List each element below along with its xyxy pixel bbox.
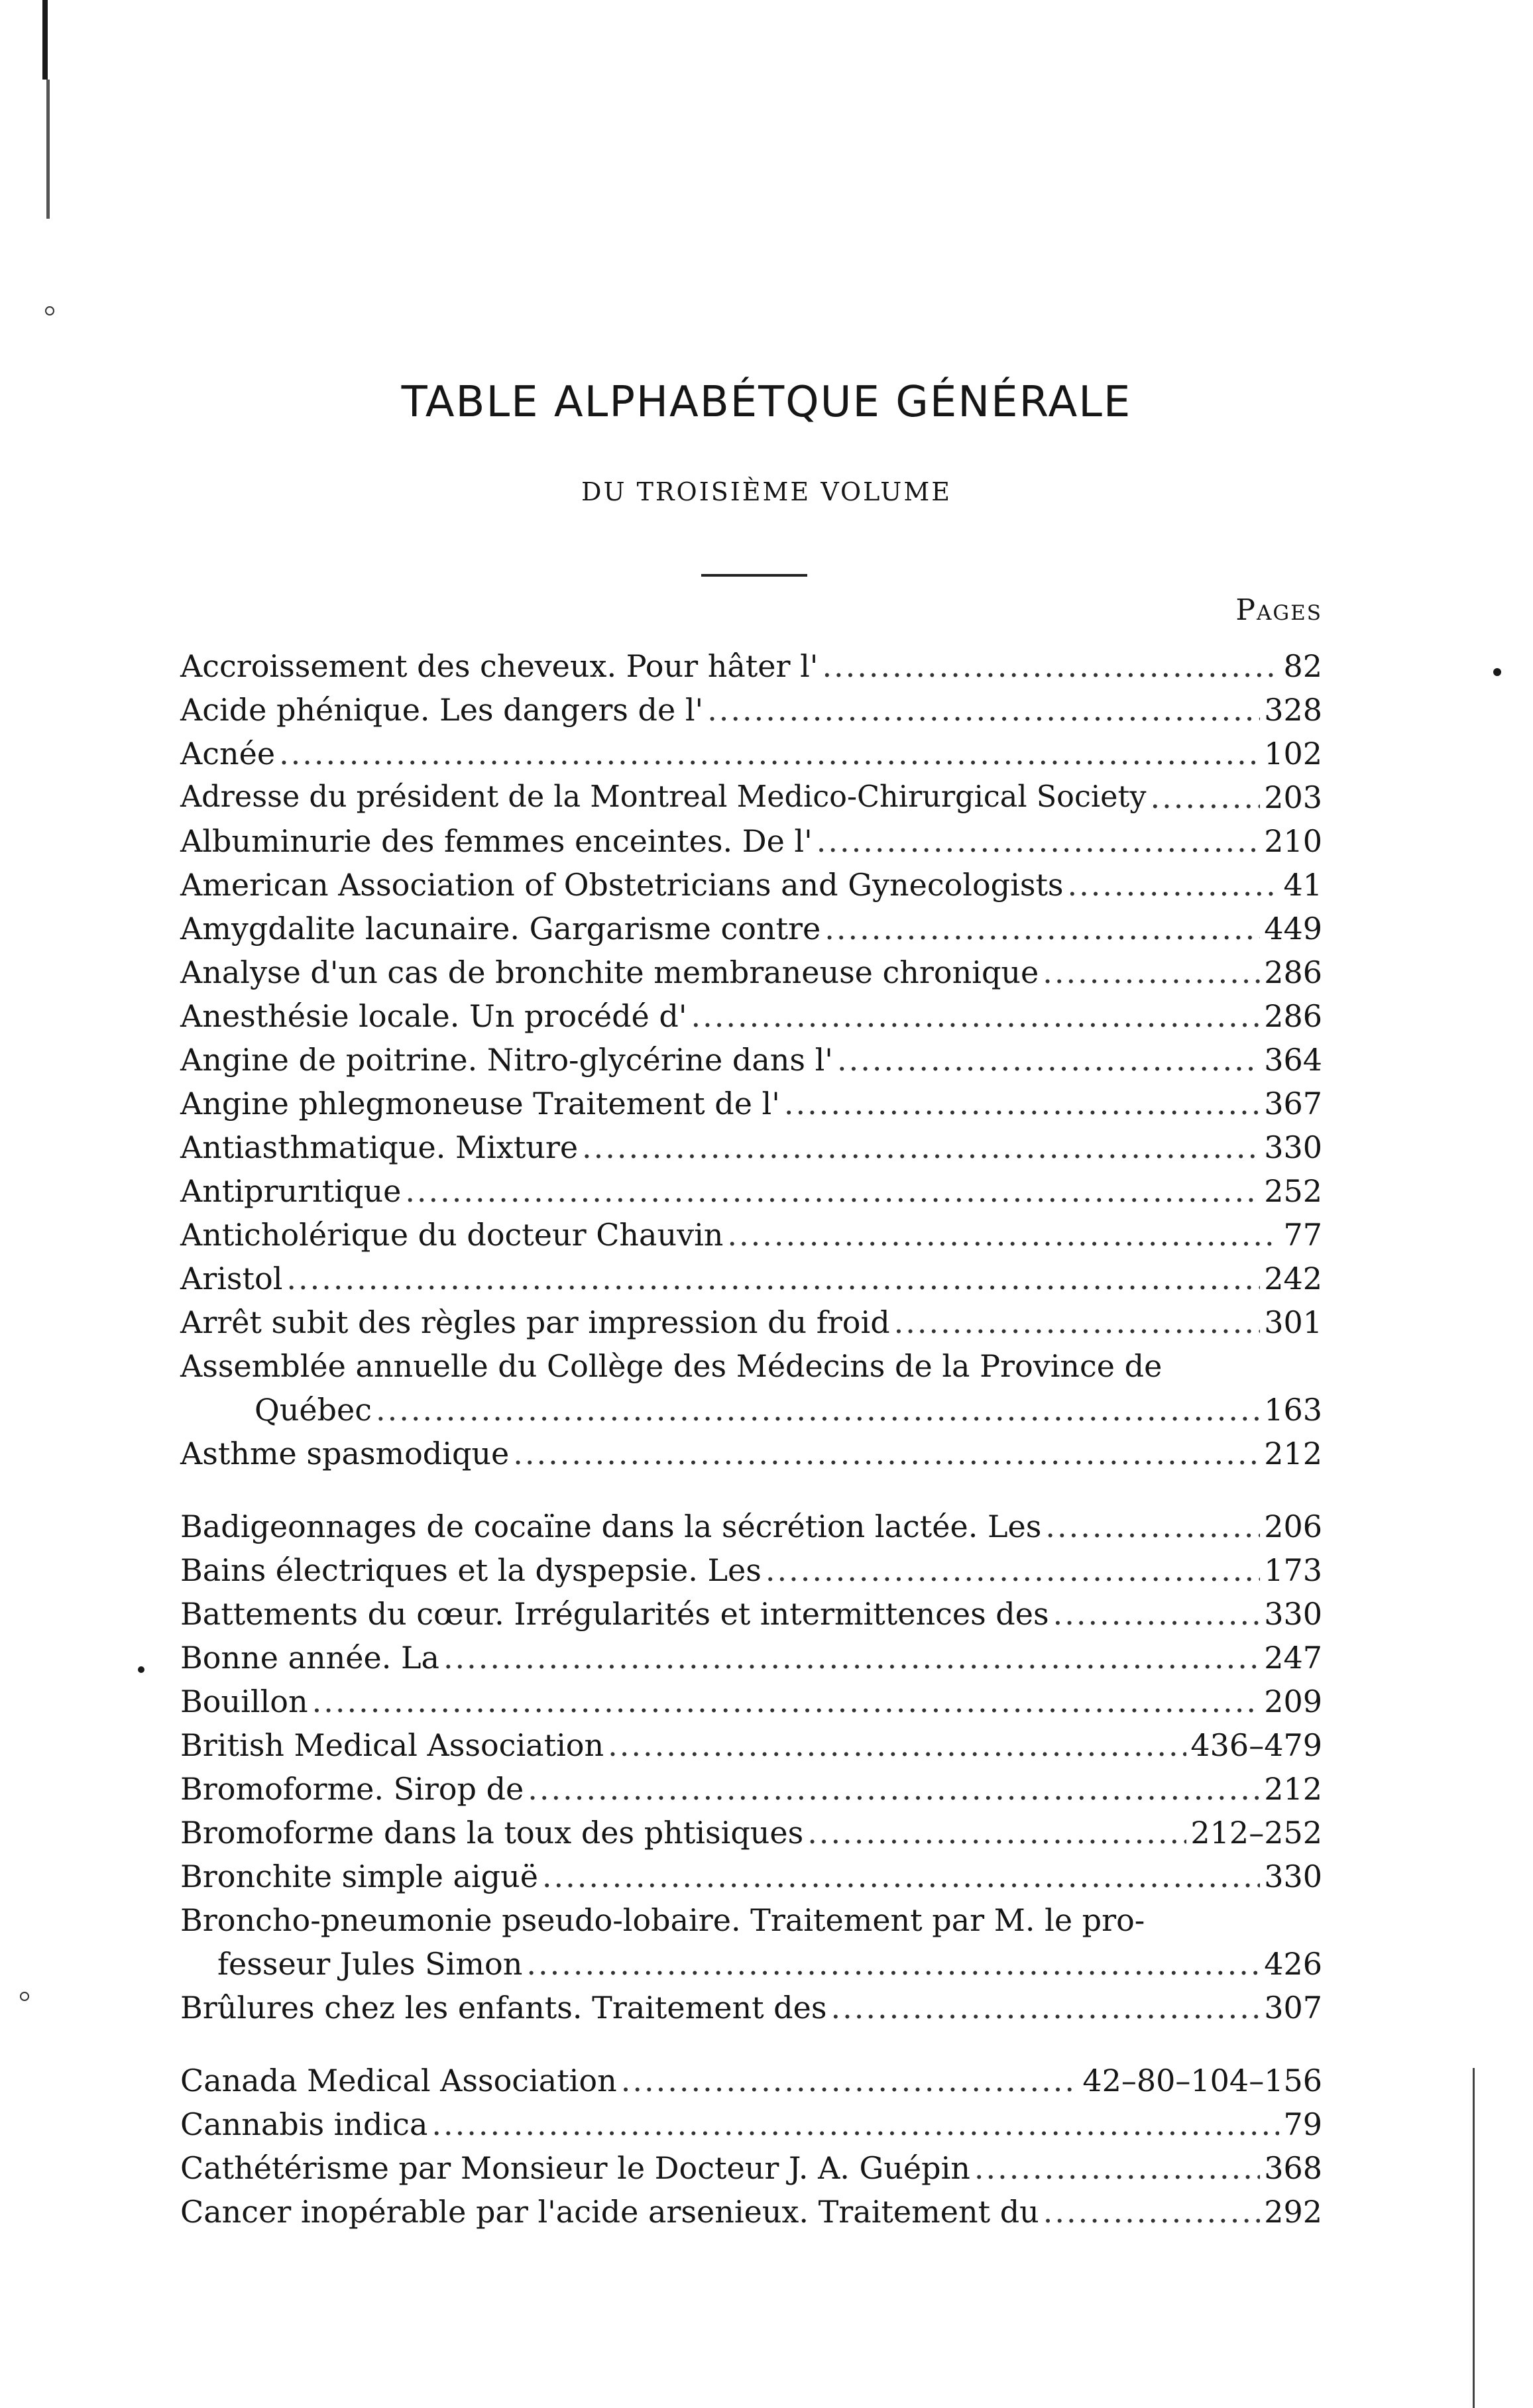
dot-leader (542, 1855, 1260, 1898)
entry-page: 173 (1264, 1552, 1322, 1588)
entry-label: Antiasthmatique. Mixture (180, 1129, 579, 1165)
entry-label: Aristol (180, 1261, 283, 1296)
dot-leader (766, 1548, 1260, 1592)
toc-entry (180, 1636, 1322, 1680)
entry-page: 203 (1264, 779, 1322, 815)
toc-entry (180, 1767, 1322, 1811)
entry-label: Acnée (180, 736, 276, 772)
entry-page: 79 (1283, 2106, 1322, 2142)
dot-leader (513, 1432, 1260, 1475)
entry-label: Cannabis indica (180, 2106, 428, 2142)
toc-entry (180, 2190, 1322, 2234)
dot-leader (727, 1213, 1279, 1257)
dot-leader (1150, 775, 1260, 819)
entry-page: 252 (1264, 1173, 1322, 1209)
entry-page: 330 (1264, 1129, 1322, 1165)
entry-label: Angine phlegmoneuse Traitement de l' (180, 1086, 780, 1121)
entry-label: Battements du cœur. Irrégularités et intermittences des (180, 1596, 1049, 1632)
entry-page: 292 (1264, 2194, 1322, 2230)
entry-label: Antiprurıtique (180, 1173, 402, 1209)
entry-page: 426 (1264, 1946, 1322, 1982)
toc-entry (180, 1125, 1322, 1169)
dot-leader (582, 1125, 1260, 1169)
entry-page: 247 (1264, 1640, 1322, 1676)
dot-leader (526, 1942, 1260, 1986)
dot-leader (376, 1388, 1260, 1432)
dot-leader (691, 994, 1260, 1038)
entry-label: Badigeonnages de cocaïne dans la sécrétion lactée. Les (180, 1509, 1042, 1544)
entry-page: 41 (1283, 867, 1322, 903)
scan-margin-mark (46, 80, 50, 219)
entry-page: 163 (1264, 1392, 1322, 1428)
entry-label: Analyse d'un cas de bronchite membraneuse chronique (180, 954, 1039, 990)
toc-entry (180, 2102, 1322, 2146)
toc-entry (180, 1257, 1322, 1300)
entry-page: 301 (1264, 1304, 1322, 1340)
entry-label-continued: Québec (255, 1392, 372, 1428)
toc-entry (180, 2059, 1322, 2102)
entry-label: Canada Medical Association (180, 2063, 617, 2098)
entry-page: 212–252 (1190, 1815, 1322, 1851)
dot-leader (824, 907, 1260, 950)
entry-page: 102 (1264, 736, 1322, 772)
dot-leader (443, 1636, 1260, 1680)
section-gap (180, 1475, 1322, 1505)
entry-label: Adresse du président de la Montreal Medico-Chirurgical Society (180, 780, 1147, 814)
dot-leader (1043, 950, 1260, 994)
entry-label-continued: fesseur Jules Simon (217, 1946, 523, 1982)
toc-entry-first-line (180, 1898, 1322, 1942)
dot-leader (431, 2102, 1279, 2146)
toc-entry (180, 1038, 1322, 1082)
toc-entry (180, 1169, 1322, 1213)
scan-bullet (1493, 668, 1501, 676)
entry-page: 286 (1264, 954, 1322, 990)
toc-entry (180, 1592, 1322, 1636)
toc-entry (180, 688, 1322, 732)
entry-label: Brûlures chez les enfants. Traitement des (180, 1990, 827, 2026)
scan-right-edge-line (1473, 2068, 1475, 2408)
entry-label: British Medical Association (180, 1727, 604, 1763)
dot-leader (830, 1986, 1260, 2030)
page-title: TABLE ALPHABÉTQUE GÉNÉRALE (401, 378, 1132, 427)
entry-label: Arrêt subit des règles par impression du froid (180, 1304, 890, 1340)
toc-entry (180, 1986, 1322, 2030)
toc-entry (180, 1723, 1322, 1767)
toc-entry (180, 1680, 1322, 1723)
entry-page: 242 (1264, 1261, 1322, 1296)
entry-page: 286 (1264, 998, 1322, 1034)
entry-page: 330 (1264, 1596, 1322, 1632)
toc-entry (180, 863, 1322, 907)
dot-leader (837, 1038, 1260, 1082)
toc-entry (180, 732, 1322, 775)
toc-section-a (180, 644, 1322, 1475)
entry-label: Asthme spasmodique (180, 1436, 510, 1471)
page-subtitle: DU TROISIÈME VOLUME (581, 477, 952, 506)
dot-leader (822, 644, 1279, 688)
toc-entry (180, 775, 1322, 819)
entry-page: 368 (1264, 2150, 1322, 2186)
dot-leader (894, 1300, 1261, 1344)
entry-page: 82 (1283, 648, 1322, 684)
entry-label: Angine de poitrine. Nitro-glycérine dans l' (180, 1042, 833, 1078)
entry-label: Bonne année. La (180, 1640, 439, 1676)
dot-leader (528, 1767, 1260, 1811)
toc-entry (180, 1300, 1322, 1344)
title-divider (701, 574, 807, 577)
toc-entry (180, 2146, 1322, 2190)
entry-page: 367 (1264, 1086, 1322, 1121)
toc-entry-continuation (180, 1942, 1322, 1986)
dot-leader (312, 1680, 1261, 1723)
entry-page: 449 (1264, 911, 1322, 946)
entry-label: Assemblée annuelle du Collège des Médecins de la Province de (180, 1348, 1163, 1384)
toc-entry (180, 1082, 1322, 1125)
entry-label: Bromoforme dans la toux des phtisiques (180, 1815, 804, 1851)
entry-page: 206 (1264, 1509, 1322, 1544)
toc-section-b (180, 1505, 1322, 2030)
toc-entry (180, 1432, 1322, 1475)
dot-leader (817, 819, 1260, 863)
entry-label: Anesthésie locale. Un procédé d' (180, 998, 687, 1034)
entry-page: 212 (1264, 1436, 1322, 1471)
entry-page: 364 (1264, 1042, 1322, 1078)
entry-label: Acide phénique. Les dangers de l' (180, 692, 704, 728)
toc-entry (180, 994, 1322, 1038)
entry-page: 436–479 (1190, 1727, 1322, 1763)
toc-entry (180, 1855, 1322, 1898)
dot-leader (784, 1082, 1260, 1125)
scan-dot (45, 306, 54, 315)
entry-page: 212 (1264, 1771, 1322, 1807)
table-of-contents (180, 644, 1322, 2234)
dot-leader (279, 732, 1260, 775)
entry-page: 328 (1264, 692, 1322, 728)
toc-entry (180, 819, 1322, 863)
entry-label: Anticholérique du docteur Chauvin (180, 1217, 724, 1253)
toc-entry-first-line (180, 1344, 1322, 1388)
entry-page: 330 (1264, 1859, 1322, 1894)
entry-page: 42–80–104–156 (1082, 2063, 1322, 2098)
dot-leader (974, 2146, 1260, 2190)
entry-label: Amygdalite lacunaire. Gargarisme contre (180, 911, 821, 946)
entry-label: Broncho-pneumonie pseudo-lobaire. Traitement par M. le pro- (180, 1902, 1145, 1938)
toc-entry (180, 1505, 1322, 1548)
scan-margin-mark (42, 0, 48, 80)
section-gap (180, 2030, 1322, 2059)
entry-page: 77 (1283, 1217, 1322, 1253)
entry-label: Bains électriques et la dyspepsie. Les (180, 1552, 762, 1588)
entry-page: 307 (1264, 1990, 1322, 2026)
dot-leader (1068, 863, 1280, 907)
dot-leader (1045, 1505, 1260, 1548)
entry-page: 209 (1264, 1684, 1322, 1719)
scan-dot (20, 1992, 29, 2001)
toc-entry (180, 1548, 1322, 1592)
dot-leader (286, 1257, 1260, 1300)
entry-page: 210 (1264, 823, 1322, 859)
dot-leader (707, 688, 1260, 732)
entry-label: Cathétérisme par Monsieur le Docteur J. A. Guépin (180, 2150, 970, 2186)
dot-leader (405, 1169, 1260, 1213)
pages-column-heading: Pages (1235, 593, 1322, 627)
entry-label: Cancer inopérable par l'acide arsenieux. Traitement du (180, 2194, 1039, 2230)
dot-leader (621, 2059, 1079, 2102)
scan-bullet (138, 1666, 144, 1673)
toc-section-c (180, 2059, 1322, 2234)
toc-entry-continuation (180, 1388, 1322, 1432)
toc-entry (180, 1811, 1322, 1855)
entry-label: Bromoforme. Sirop de (180, 1771, 524, 1807)
entry-label: American Association of Obstetricians and Gynecologists (180, 867, 1064, 903)
entry-label: Bronchite simple aiguë (180, 1859, 538, 1894)
toc-entry (180, 1213, 1322, 1257)
dot-leader (1053, 1592, 1261, 1636)
dot-leader (807, 1811, 1186, 1855)
entry-label: Accroissement des cheveux. Pour hâter l' (180, 648, 819, 684)
toc-entry (180, 950, 1322, 994)
toc-entry (180, 644, 1322, 688)
toc-entry (180, 907, 1322, 950)
entry-label: Albuminurie des femmes enceintes. De l' (180, 823, 813, 859)
entry-label: Bouillon (180, 1684, 308, 1719)
dot-leader (608, 1723, 1186, 1767)
dot-leader (1043, 2190, 1260, 2234)
